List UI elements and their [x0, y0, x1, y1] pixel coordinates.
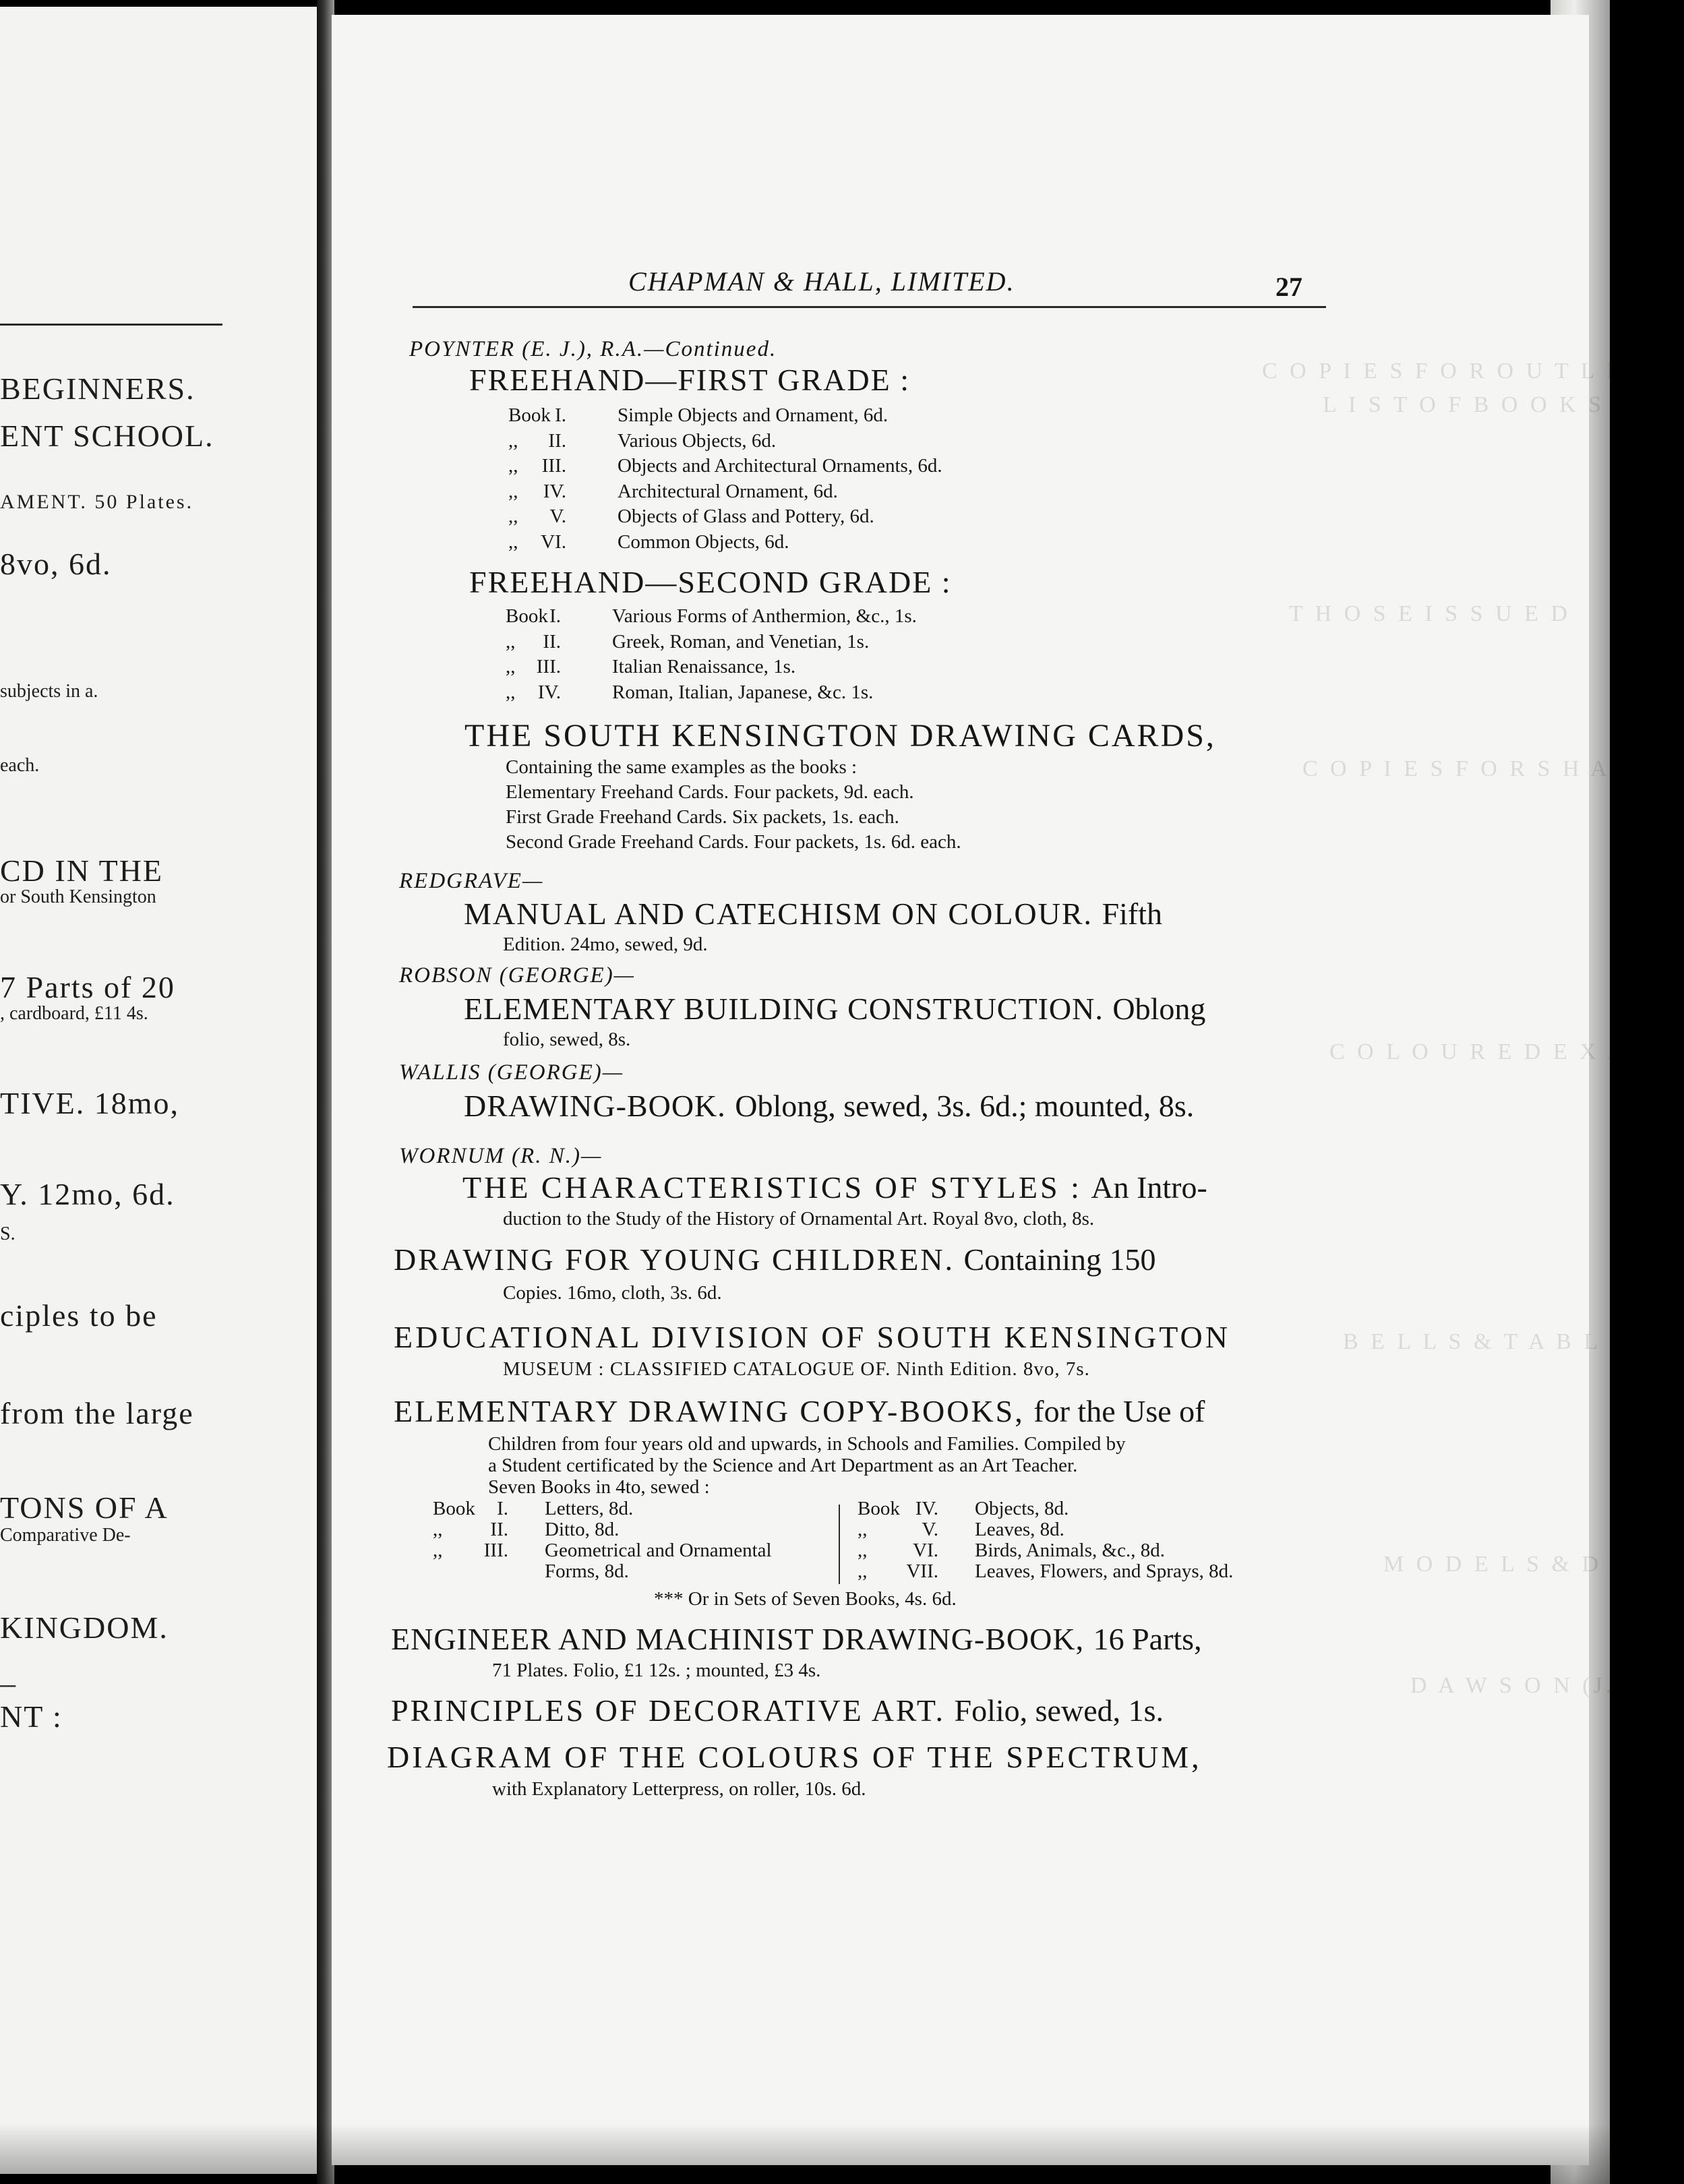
- redgrave-desc: Edition. 24mo, sewed, 9d.: [503, 934, 708, 955]
- left-fragment: 8vo, 6d.: [0, 547, 112, 581]
- left-fragment: KINGDOM.: [0, 1610, 169, 1645]
- author-redgrave: REDGRAVE—: [399, 869, 544, 893]
- bleed-through-line: B E L L S & T A B L E S: [1343, 1329, 1652, 1354]
- book-title: Objects, 8d.: [975, 1498, 1069, 1519]
- bleed-through-line: C O L O U R E D E X A M P: [1329, 1039, 1684, 1064]
- copy-books-sets-note: *** Or in Sets of Seven Books, 4s. 6d.: [654, 1588, 957, 1610]
- left-page: [0, 7, 329, 2174]
- left-fragment: CD IN THE: [0, 853, 164, 888]
- left-fragment: 7 Parts of 20: [0, 970, 175, 1004]
- robson-desc: folio, sewed, 8s.: [503, 1029, 631, 1050]
- book-number: II.: [543, 630, 561, 653]
- book-prefix: ,,: [508, 480, 518, 502]
- left-fragment: , cardboard, £11 4s.: [0, 1003, 148, 1024]
- left-fragment: ciples to be: [0, 1298, 158, 1333]
- engineer-title-main: ENGINEER AND MACHINIST DRAWING-BOOK,: [391, 1622, 1085, 1656]
- redgrave-title-main: MANUAL AND CATECHISM ON COLOUR.: [464, 897, 1093, 931]
- book-number: III.: [483, 1540, 508, 1561]
- book-number: VI.: [913, 1540, 938, 1561]
- book-prefix: ,,: [506, 656, 516, 677]
- principles-title-main: PRINCIPLES OF DECORATIVE ART.: [391, 1693, 946, 1728]
- left-fragment: from the large: [0, 1396, 194, 1430]
- left-fragment: NT :: [0, 1699, 63, 1734]
- book-number: IV.: [915, 1498, 938, 1519]
- cards-line: Elementary Freehand Cards. Four packets, 9d. each.: [506, 781, 914, 803]
- left-fragment: Comparative De-: [0, 1525, 131, 1546]
- header-rule: [413, 306, 1326, 308]
- book-title: Italian Renaissance, 1s.: [612, 656, 796, 677]
- redgrave-title-tail: Fifth: [1102, 897, 1163, 931]
- wornum-desc: duction to the Study of the History of Ornamental Art. Royal 8vo, cloth, 8s.: [503, 1208, 1095, 1230]
- bleed-through-line: M O D E L S & D I A G: [1383, 1552, 1678, 1577]
- book-prefix: ,,: [858, 1560, 868, 1582]
- wallis-title-main: DRAWING-BOOK.: [464, 1089, 726, 1123]
- column-divider: [839, 1505, 840, 1584]
- book-prefix: ,,: [506, 681, 516, 703]
- wornum-title-tail: An Intro-: [1091, 1170, 1207, 1205]
- book-title: Various Objects, 6d.: [618, 429, 777, 452]
- book-number: I.: [555, 404, 566, 426]
- book-prefix: Book: [508, 404, 551, 426]
- bleed-through-line: D A W S O N (J.): [1410, 1673, 1626, 1698]
- bleed-through-line: C O P I E S F O R S H A D: [1302, 756, 1638, 781]
- book-title: Leaves, 8d.: [975, 1519, 1064, 1540]
- book-number: V.: [549, 506, 566, 527]
- diagram-desc: with Explanatory Letterpress, on roller, 10s. 6d.: [492, 1778, 866, 1800]
- book-number: IV.: [537, 681, 561, 703]
- book-number: III.: [536, 656, 561, 677]
- young-children-title-main: DRAWING FOR YOUNG CHILDREN.: [394, 1242, 955, 1277]
- robson-title-main: ELEMENTARY BUILDING CONSTRUCTION.: [464, 992, 1104, 1026]
- book-prefix: ,,: [433, 1540, 443, 1561]
- page-bottom-shadow: [0, 2123, 1610, 2184]
- copy-books-desc-line: Children from four years old and upwards, in Schools and Families. Compiled by: [488, 1433, 1126, 1455]
- engineer-title: [391, 1621, 1202, 1657]
- copy-books-title: [394, 1393, 1205, 1429]
- left-fragment: TONS OF A: [0, 1490, 169, 1525]
- principles-title: [391, 1693, 1164, 1728]
- wallis-title: [464, 1088, 1194, 1124]
- book-number: VI.: [541, 530, 566, 553]
- left-fragment: or South Kensington: [0, 886, 156, 907]
- bleed-through-line: T H O S E I S S U E D: [1289, 601, 1571, 626]
- cards-line: Containing the same examples as the books :: [506, 756, 858, 778]
- educational-desc: MUSEUM : CLASSIFIED CATALOGUE OF. Ninth Edition. 8vo, 7s.: [503, 1358, 1090, 1380]
- bleed-through-line: L I S T O F B O O K S: [1323, 392, 1604, 417]
- redgrave-title: [464, 896, 1162, 932]
- author-wornum: WORNUM (R. N.)—: [399, 1144, 603, 1168]
- right-page: [332, 15, 1684, 2165]
- author-wallis: WALLIS (GEORGE)—: [399, 1060, 624, 1085]
- book-prefix: ,,: [508, 530, 518, 553]
- young-children-title: [394, 1242, 1155, 1277]
- book-prefix: ,,: [433, 1519, 443, 1540]
- book-title: Architectural Ornament, 6d.: [618, 480, 838, 502]
- young-children-desc: Copies. 16mo, cloth, 3s. 6d.: [503, 1282, 722, 1304]
- book-number: IV.: [543, 480, 566, 502]
- educational-title: EDUCATIONAL DIVISION OF SOUTH KENSINGTON: [394, 1320, 1230, 1354]
- copy-books-desc-line: Seven Books in 4to, sewed :: [488, 1476, 710, 1498]
- book-prefix: Book: [858, 1498, 900, 1519]
- left-fragment: TIVE. 18mo,: [0, 1086, 180, 1120]
- book-number: VII.: [906, 1560, 938, 1582]
- engineer-title-tail: 16 Parts,: [1093, 1622, 1202, 1656]
- wornum-title-main: THE CHARACTERISTICS OF STYLES :: [462, 1170, 1082, 1205]
- book-title: Simple Objects and Ornament, 6d.: [618, 404, 889, 426]
- wornum-title: [462, 1170, 1207, 1205]
- book-prefix: ,,: [858, 1519, 868, 1540]
- book-prefix: ,,: [508, 455, 518, 477]
- book-number: I.: [497, 1498, 508, 1519]
- book-number: III.: [541, 455, 566, 477]
- robson-title: [464, 991, 1205, 1027]
- cards-line: Second Grade Freehand Cards. Four packets, 1s. 6d. each.: [506, 831, 961, 853]
- left-fragment: AMENT. 50 Plates.: [0, 491, 194, 513]
- book-title: Forms, 8d.: [545, 1560, 629, 1582]
- book-title: Ditto, 8d.: [545, 1519, 620, 1540]
- book-number: II.: [490, 1519, 508, 1540]
- engineer-desc: 71 Plates. Folio, £1 12s. ; mounted, £3 4s.: [492, 1660, 821, 1681]
- wallis-title-tail: Oblong, sewed, 3s. 6d.; mounted, 8s.: [735, 1089, 1195, 1123]
- left-fragment: Y. 12mo, 6d.: [0, 1177, 175, 1211]
- left-fragment: ENT SCHOOL.: [0, 419, 214, 453]
- book-title: Various Forms of Anthermion, &c., 1s.: [612, 605, 917, 627]
- cards-title: THE SOUTH KENSINGTON DRAWING CARDS,: [464, 718, 1216, 754]
- left-fragment: S.: [0, 1223, 16, 1244]
- book-number: I.: [549, 605, 561, 627]
- author-robson: ROBSON (GEORGE)—: [399, 963, 636, 988]
- book-title: Roman, Italian, Japanese, &c. 1s.: [612, 681, 874, 703]
- book-title: Greek, Roman, and Venetian, 1s.: [612, 630, 870, 653]
- book-number: II.: [548, 429, 566, 452]
- left-fragment: subjects in a.: [0, 681, 98, 702]
- book-prefix: ,,: [506, 630, 516, 653]
- young-children-title-tail: Containing 150: [963, 1242, 1156, 1277]
- book-title: Common Objects, 6d.: [618, 530, 789, 553]
- copy-books-title-tail: for the Use of: [1033, 1394, 1205, 1428]
- book-title: Geometrical and Ornamental: [545, 1540, 772, 1561]
- book-title: Objects of Glass and Pottery, 6d.: [618, 506, 874, 527]
- copy-books-desc-line: a Student certificated by the Science and Art Department as an Art Teacher.: [488, 1455, 1078, 1476]
- book-prefix: ,,: [508, 429, 518, 452]
- first-grade-title: FREEHAND—FIRST GRADE :: [469, 363, 910, 397]
- running-title: CHAPMAN & HALL, LIMITED.: [628, 266, 1015, 297]
- book-title: Letters, 8d.: [545, 1498, 634, 1519]
- diagram-title: DIAGRAM OF THE COLOURS OF THE SPECTRUM,: [387, 1740, 1202, 1774]
- left-fragment: each.: [0, 755, 40, 776]
- page-number: 27: [1275, 272, 1302, 302]
- second-grade-title: FREEHAND—SECOND GRADE :: [469, 565, 952, 599]
- book-number: V.: [922, 1519, 938, 1540]
- copy-books-title-main: ELEMENTARY DRAWING COPY-BOOKS,: [394, 1394, 1025, 1428]
- book-title: Birds, Animals, &c., 8d.: [975, 1540, 1165, 1561]
- book-title: Leaves, Flowers, and Sprays, 8d.: [975, 1560, 1234, 1582]
- principles-title-tail: Folio, sewed, 1s.: [954, 1693, 1164, 1728]
- robson-title-tail: Oblong: [1112, 992, 1206, 1026]
- left-header-rule: [0, 324, 222, 326]
- cards-line: First Grade Freehand Cards. Six packets, 1s. each.: [506, 806, 899, 828]
- book-title: Objects and Architectural Ornaments, 6d.: [618, 455, 942, 477]
- bleed-through-line: C O P I E S F O R O U T L I N E: [1262, 359, 1673, 384]
- book-prefix: ,,: [508, 506, 518, 527]
- author-poynter: POYNTER (E. J.), R.A.—Continued.: [409, 337, 777, 361]
- book-prefix: Book: [433, 1498, 475, 1519]
- left-fragment: –: [0, 1666, 17, 1700]
- book-prefix: ,,: [858, 1540, 868, 1561]
- book-prefix: Book: [506, 605, 548, 627]
- left-fragment: BEGINNERS.: [0, 371, 196, 406]
